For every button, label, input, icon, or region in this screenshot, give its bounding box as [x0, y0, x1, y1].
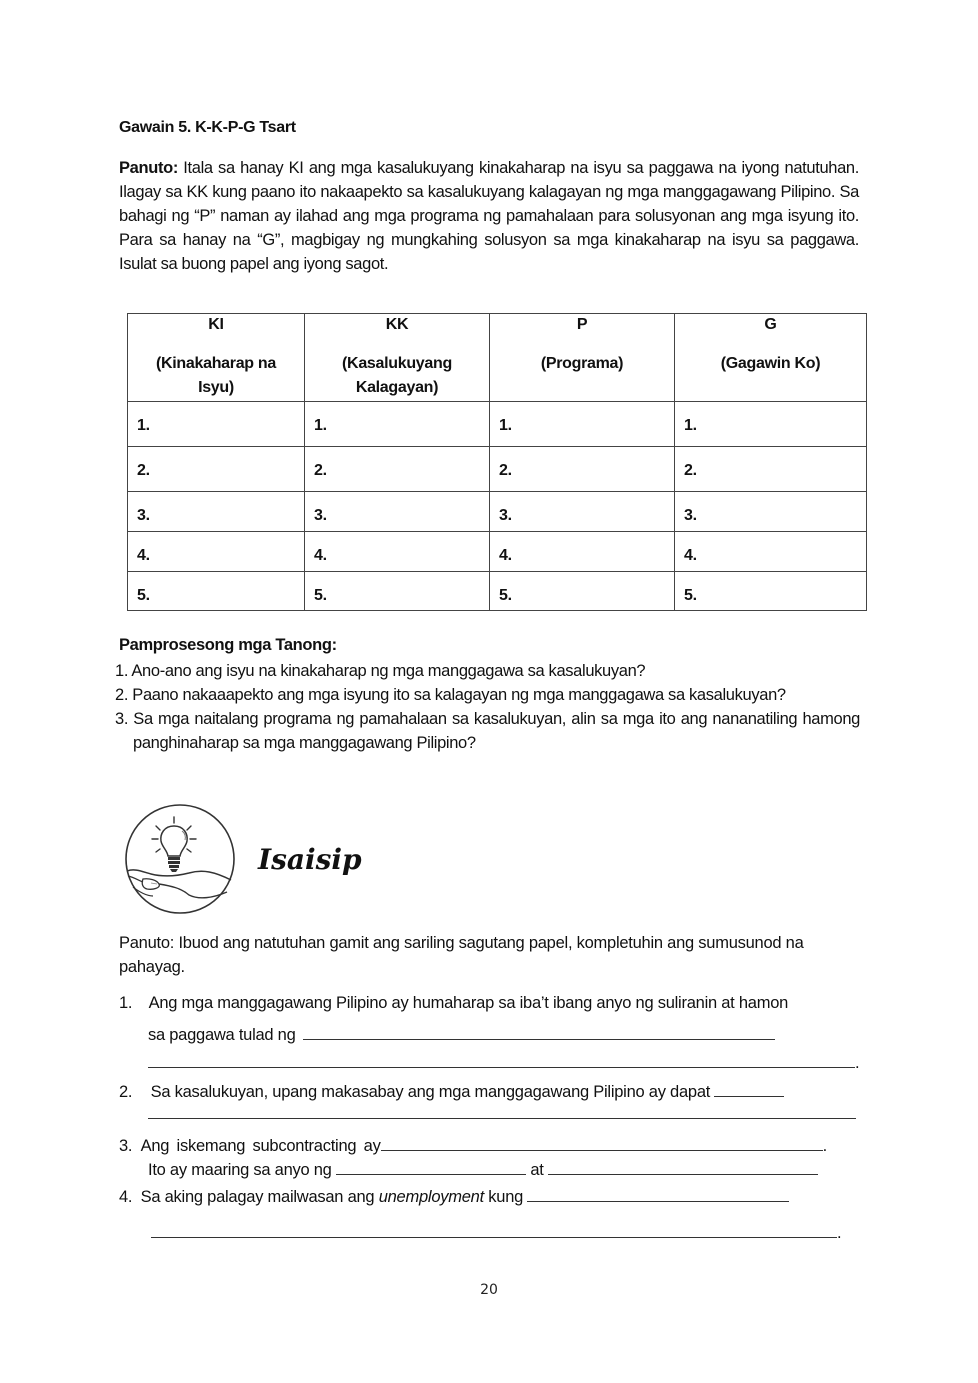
cell-number: 5.: [137, 587, 150, 604]
instruction-label: Panuto:: [119, 159, 178, 177]
column-header-p: [490, 314, 675, 402]
cell-number: 1.: [684, 417, 697, 434]
answer-blank[interactable]: [527, 1187, 789, 1202]
cell-number: 4.: [137, 547, 150, 564]
cell-number: 2.: [684, 462, 697, 479]
column-header-g: [675, 314, 867, 402]
answer-blank[interactable]: [148, 1053, 855, 1068]
table-row: [128, 532, 867, 572]
item-number: 3.: [119, 1137, 133, 1155]
column-label: (Gagawin Ko): [720, 355, 821, 372]
table-row: [128, 402, 867, 447]
cell-number: 5.: [499, 587, 512, 604]
cell-number: 5.: [684, 587, 697, 604]
cell-number: 4.: [684, 547, 697, 564]
statement-text: kung: [488, 1188, 524, 1206]
cell-number: 1.: [314, 417, 327, 434]
table-row: [128, 447, 867, 492]
period: .: [837, 1224, 842, 1242]
column-header-kk: [305, 314, 490, 402]
statement-3-line-1: [119, 1136, 827, 1156]
table-row: [128, 492, 867, 532]
statement-text: Ang mga manggagawang Pilipino ay humaharap sa iba’t ibang anyo ng suliranin at hamon: [148, 994, 789, 1012]
column-label: (Kinakaharap na Isyu): [156, 355, 276, 396]
statement-3-line-2: [148, 1160, 818, 1180]
column-label: (Programa): [540, 355, 624, 372]
table-cell[interactable]: [128, 532, 305, 572]
section-title-isaisip: Isaisip: [258, 843, 362, 876]
table-cell[interactable]: [490, 402, 675, 447]
statement-4-line-1: [119, 1187, 789, 1207]
table-row: [128, 572, 867, 611]
kkpg-chart-table: [127, 313, 867, 611]
table-cell[interactable]: [490, 572, 675, 611]
answer-blank[interactable]: [303, 1025, 775, 1040]
column-code: P: [576, 316, 588, 333]
answer-blank[interactable]: [548, 1160, 818, 1175]
column-code: G: [764, 316, 777, 333]
question-item: 2. Paano nakaaapekto ang mga isyung ito sa kalagayan ng mga manggagawa sa kasalukuyan?: [115, 686, 786, 704]
table-cell[interactable]: [128, 572, 305, 611]
statement-text: Sa aking palagay mailwasan ang: [140, 1188, 375, 1206]
table-cell[interactable]: [305, 447, 490, 492]
column-header-ki: [128, 314, 305, 402]
table-cell[interactable]: [490, 447, 675, 492]
cell-number: 2.: [499, 462, 512, 479]
statement-text: at: [530, 1161, 544, 1179]
period: .: [855, 1054, 860, 1072]
activity-instructions: [119, 156, 859, 276]
column-code: KI: [208, 316, 224, 333]
table-header-row: [128, 314, 867, 402]
table-cell[interactable]: [305, 572, 490, 611]
cell-number: 1.: [499, 417, 512, 434]
table-cell[interactable]: [128, 402, 305, 447]
cell-number: 4.: [314, 547, 327, 564]
answer-blank[interactable]: [151, 1223, 837, 1238]
answer-blank[interactable]: [336, 1160, 526, 1175]
statement-text: sa paggawa tulad ng: [148, 1026, 296, 1044]
answer-blank[interactable]: [148, 1104, 856, 1119]
statement-1-line-2: [148, 1025, 775, 1045]
cell-number: 3.: [499, 507, 512, 524]
table-cell[interactable]: [675, 447, 867, 492]
item-number: 4.: [119, 1188, 133, 1206]
statement-text: Sa kasalukuyan, upang makasabay ang mga manggagawang Pilipino ay dapat: [150, 1083, 711, 1101]
statement-1-line-3: [148, 1053, 859, 1073]
questions-list: [115, 659, 860, 755]
item-number: 2.: [119, 1083, 133, 1101]
table-cell[interactable]: [305, 402, 490, 447]
instruction-text: Itala sa hanay KI ang mga kasalukuyang kinakaharap na isyu sa paggawa na iyong natutuhan. Ilagay sa KK kung paano ito nakaapekto sa kasalukuyang kalagayan ng mga manggagawang Pilipino. Sa bahagi ng “P” naman ay ilahad ang mga programa ng pamahalaan para solusyonan ang mga isyung ito. Para sa hanay na “G”, magbigay ng mungkahing solusyon sa mga kinakaharap na isyu sa paggawa. Isulat sa buong papel ang iyong sagot.: [119, 159, 859, 273]
cell-number: 3.: [684, 507, 697, 524]
activity-title: Gawain 5. K-K-P-G Tsart: [119, 119, 296, 136]
table-cell[interactable]: [305, 492, 490, 532]
table-cell[interactable]: [675, 532, 867, 572]
cell-number: 2.: [314, 462, 327, 479]
column-code: KK: [385, 316, 409, 333]
question-item: 1. Ano-ano ang isyu na kinakaharap ng mga manggagawa sa kasalukuyan?: [115, 662, 646, 680]
answer-blank[interactable]: [714, 1082, 784, 1097]
questions-heading: Pamprosesong mga Tanong:: [119, 636, 337, 654]
question-item: 3. Sa mga naitalang programa ng pamahalaan sa kasalukuyan, alin sa mga ito ang nananatiling hamong panghinaharap sa mga manggagawang Pilipino?: [115, 710, 860, 752]
statement-2-line-2: [148, 1104, 856, 1124]
statement-text: Ang iskemang subcontracting ay: [140, 1137, 381, 1155]
statement-4-line-2: [151, 1223, 841, 1243]
table-cell[interactable]: [128, 447, 305, 492]
table-cell[interactable]: [128, 492, 305, 532]
period: .: [822, 1137, 827, 1155]
item-number: 1.: [119, 994, 133, 1012]
table-cell[interactable]: [490, 532, 675, 572]
page-number: 20: [480, 1282, 498, 1298]
table-cell[interactable]: [675, 402, 867, 447]
answer-blank[interactable]: [381, 1136, 823, 1151]
column-label: (Kasalukuyang Kalagayan): [342, 355, 452, 396]
cell-number: 1.: [137, 417, 150, 434]
table-cell[interactable]: [490, 492, 675, 532]
statement-text: Ito ay maaring sa anyo ng: [148, 1161, 332, 1179]
statement-1-line-1: [119, 994, 788, 1013]
cell-number: 2.: [137, 462, 150, 479]
cell-number: 3.: [314, 507, 327, 524]
table-cell[interactable]: [305, 532, 490, 572]
table-cell[interactable]: [675, 572, 867, 611]
lightbulb-hand-icon: [119, 800, 241, 918]
cell-number: 5.: [314, 587, 327, 604]
statement-2-line-1: [119, 1082, 784, 1102]
statement-emphasis: unemployment: [378, 1188, 484, 1206]
cell-number: 4.: [499, 547, 512, 564]
cell-number: 3.: [137, 507, 150, 524]
isaisip-instructions: Panuto: Ibuod ang natutuhan gamit ang sariling sagutang papel, kompletuhin ang sumusunod na pahayag.: [119, 934, 804, 976]
table-cell[interactable]: [675, 492, 867, 532]
